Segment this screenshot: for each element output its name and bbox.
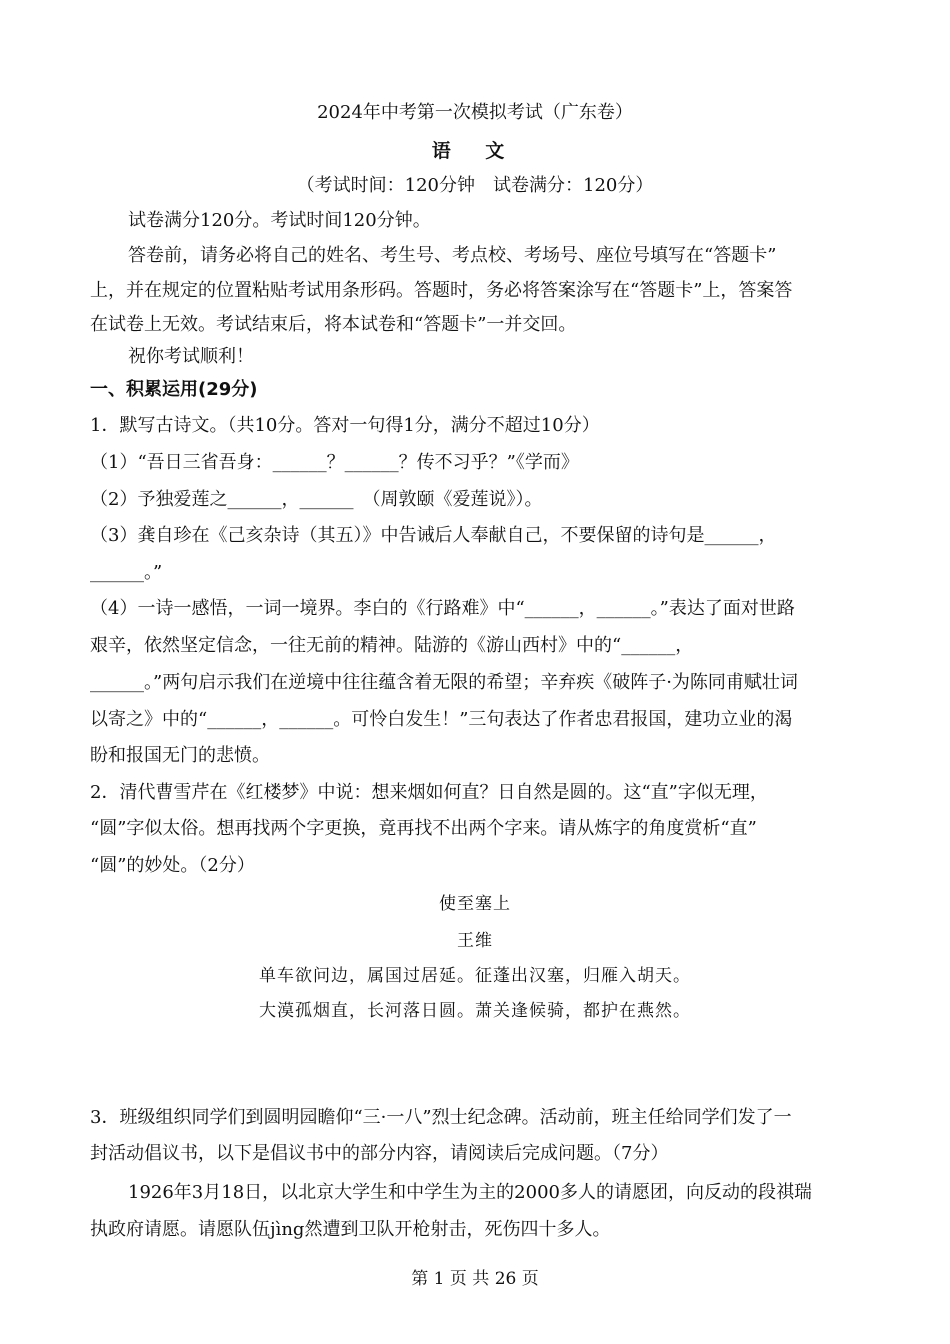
- subject-title: 语 文: [431, 140, 519, 162]
- question-3-line-2: 封活动倡议书，以下是倡议书中的部分内容，请阅读后完成问题。（7分）: [90, 1143, 669, 1164]
- poem-line-2: 大漠孤烟直，长河落日圆。萧关逢候骑，都护在燕然。: [259, 1001, 691, 1021]
- instruction-line-4: 在试卷上无效。考试结束后，将本试卷和“答题卡”一并交回。: [90, 314, 577, 335]
- instruction-line-3: 上，并在规定的位置粘贴考试用条形码。答题时，务必将答案涂写在“答题卡”上，答案答: [90, 280, 793, 301]
- question-3-line-1: 3．班级组织同学们到圆明园瞻仰“三·一八”烈士纪念碑。活动前，班主任给同学们发了一: [90, 1107, 792, 1128]
- instruction-line-2: 答卷前，请务必将自己的姓名、考生号、考点校、考场号、座位号填写在“答题卡”: [128, 245, 777, 266]
- question-1-sub-4-line-2: 艰辛，依然坚定信念，一往无前的精神。陆游的《游山西村》中的“______，: [90, 635, 694, 656]
- question-1-sub-4-line-5: 盼和报国无门的悲愤。: [90, 745, 270, 766]
- section-1-heading: 一、积累运用(29分): [90, 379, 258, 400]
- poem-author: 王维: [457, 931, 493, 951]
- question-1-sub-4-line-3: ______。”两句启示我们在逆境中往往蕴含着无限的希望；辛弃疾《破阵子·为陈同甫赋壮词: [90, 672, 798, 693]
- question-3-passage-line-1: 1926年3月18日，以北京大学生和中学生为主的2000多人的请愿团，向反动的段祺瑞: [128, 1182, 812, 1203]
- question-1-sub-2: （2）予独爱莲之______，______ （周敦颐《爱莲说》）。: [90, 489, 543, 510]
- question-1-stem: 1．默写古诗文。（共10分。答对一句得1分，满分不超过10分）: [90, 415, 600, 436]
- question-2-line-2: “圆”字似太俗。想再找两个字更换，竟再找不出两个字来。请从炼字的角度赏析“直”: [90, 818, 757, 839]
- question-1-sub-3-line-1: （3）龚自珍在《己亥杂诗（其五）》中告诫后人奉献自己，不要保留的诗句是______，: [90, 525, 777, 546]
- question-1-sub-1: （1）“吾日三省吾身：______？______？传不习乎？”《学而》: [90, 452, 579, 473]
- question-1-sub-4-line-4: 以寄之》中的“______，______。可怜白发生！”三句表达了作者忠君报国，建功立业的渴: [90, 709, 793, 730]
- question-1-sub-3-line-2: ______。”: [90, 562, 163, 583]
- question-2-line-1: 2．清代曹雪芹在《红楼梦》中说：想来烟如何直？日自然是圆的。这“直”字似无理，: [90, 782, 768, 803]
- poem-title: 使至塞上: [439, 894, 511, 914]
- exam-title: 2024年中考第一次模拟考试（广东卷）: [317, 102, 633, 123]
- question-3-passage-line-2: 执政府请愿。请愿队伍jìng然遭到卫队开枪射击，死伤四十多人。: [90, 1219, 611, 1240]
- good-luck-line: 祝你考试顺利！: [128, 346, 254, 367]
- question-1-sub-4-line-1: （4）一诗一感悟，一词一境界。李白的《行路难》中“______，______。”表达了面对世路: [90, 598, 795, 619]
- page-number-footer: 第 1 页 共 26 页: [411, 1269, 539, 1289]
- instruction-line-1: 试卷满分120分。考试时间120分钟。: [128, 210, 431, 231]
- exam-info: （考试时间：120分钟 试卷满分：120分）: [296, 175, 654, 196]
- poem-line-1: 单车欲问边，属国过居延。征蓬出汉塞，归雁入胡天。: [259, 966, 691, 986]
- question-2-line-3: “圆”的妙处。（2分）: [90, 855, 255, 876]
